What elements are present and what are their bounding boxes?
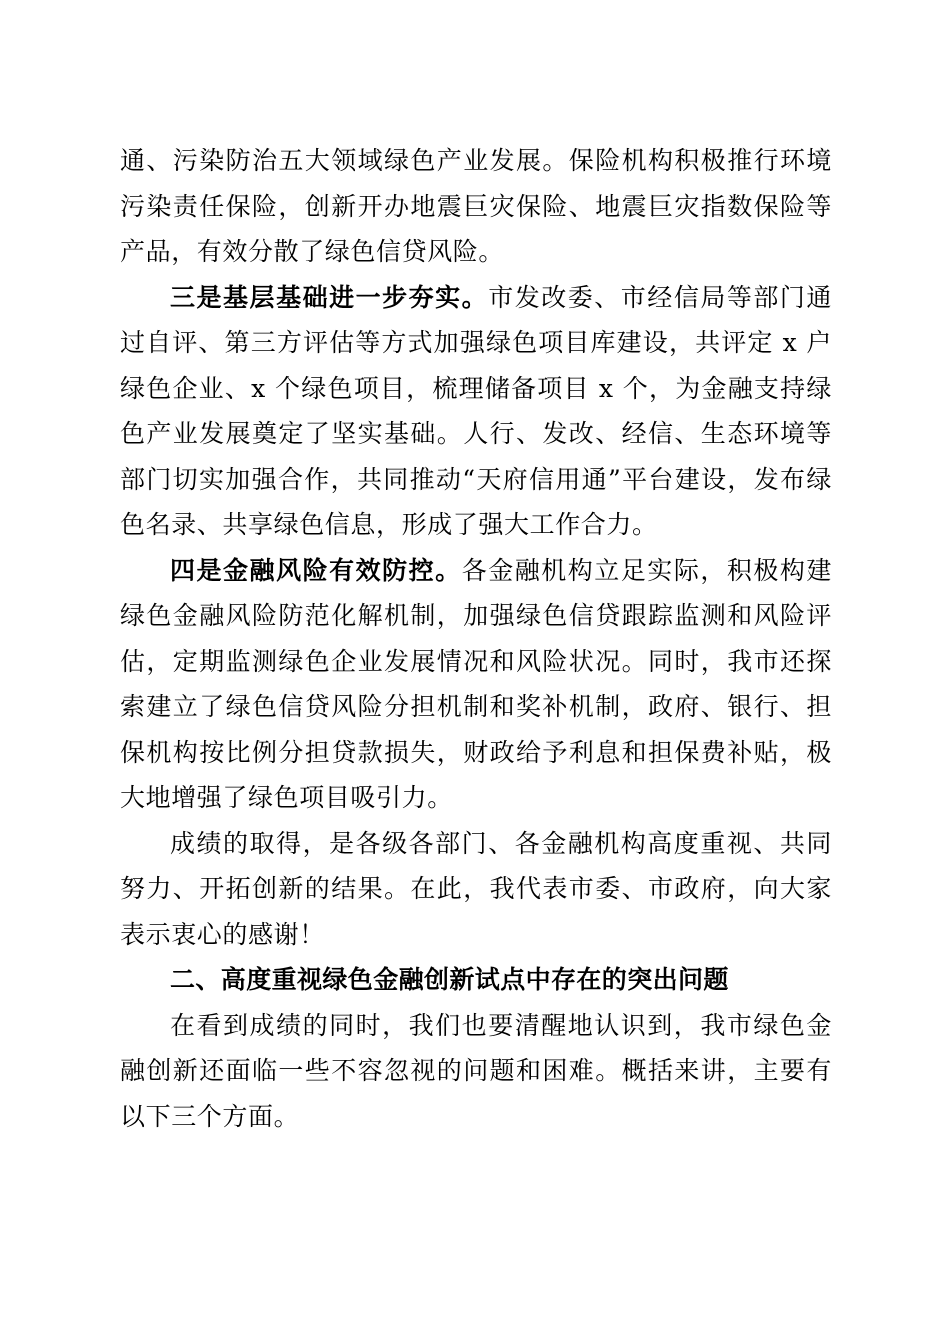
paragraph-lead: 四是金融风险有效防控。 xyxy=(170,555,462,585)
paragraph-text: 各金融机构立足实际，积极构建绿色金融风险防范化解机制，加强绿色信贷跟踪监测和风险评估，定期监测绿色企业发展情况和风险状况。同时，我市还探索建立了绿色信贷风险分担机制和奖补机制，政府、银行、担保机构按比例分担贷款损失，财政给予利息和担保费补贴，极大地增强了绿色项目吸引力。 xyxy=(120,555,832,812)
paragraph-lead: 三是基层基础进一步夯实。 xyxy=(170,282,489,312)
document-page xyxy=(120,138,832,1139)
paragraph-risk-control xyxy=(120,548,832,821)
paragraph-continued xyxy=(120,138,832,275)
section-heading-text: 二、高度重视绿色金融创新试点中存在的突出问题 xyxy=(170,965,729,994)
paragraph-text: 通、污染防治五大领域绿色产业发展。保险机构积极推行环境污染责任保险，创新开办地震巨灾保险、地震巨灾指数保险等产品，有效分散了绿色信贷风险。 xyxy=(120,146,832,266)
paragraph-grassroots xyxy=(120,275,832,548)
paragraph-problems-intro xyxy=(120,1003,832,1140)
section-heading xyxy=(120,957,832,1003)
paragraph-text: 市发改委、市经信局等部门通过自评、第三方评估等方式加强绿色项目库建设，共评定 x 户绿色企业、x 个绿色项目，梳理储备项目 x 个，为金融支持绿色产业发展奠定了坚实基础。人行、发改、经信、生态环境等部门切实加强合作，共同推动“天府信用通”平台建设，发布绿色名录、共享绿色信息，形成了强大工作合力。 xyxy=(120,282,832,539)
paragraph-text: 在看到成绩的同时，我们也要清醒地认识到，我市绿色金融创新还面临一些不容忽视的问题和困难。概括来讲，主要有以下三个方面。 xyxy=(120,1010,832,1131)
paragraph-text: 成绩的取得，是各级各部门、各金融机构高度重视、共同努力、开拓创新的结果。在此，我代表市委、市政府，向大家表示衷心的感谢！ xyxy=(120,828,832,949)
paragraph-thanks xyxy=(120,821,832,958)
